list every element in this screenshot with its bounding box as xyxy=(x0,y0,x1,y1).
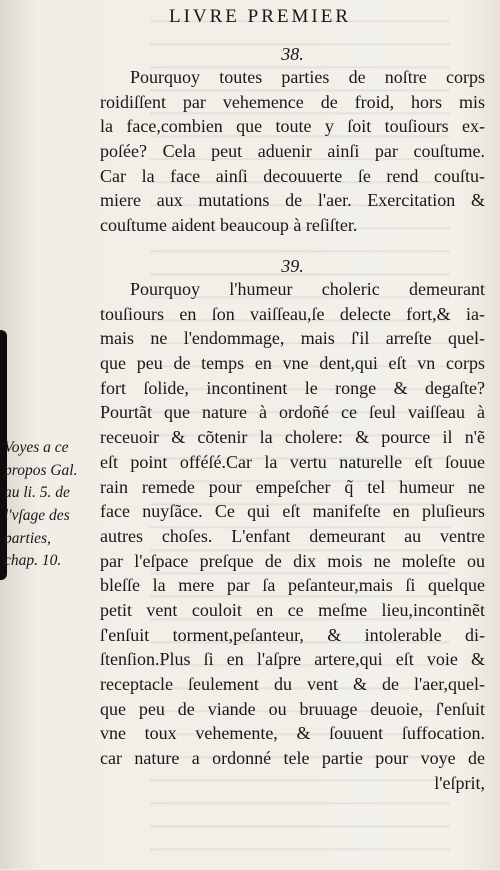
text-line: miere aux mutations de l'aer. Exercitation & xyxy=(100,190,485,211)
text-line: autres choſes. L'enfant demeurant au ventre xyxy=(100,525,485,546)
text-line: bleſſe la mere par ſa peſanteur,mais ſi quelque xyxy=(100,575,485,596)
text-line: que peu de temps en vne dent,qui eſt vn corps xyxy=(100,353,485,374)
section-number: 39. xyxy=(281,256,304,276)
marginal-note-line: chap. 10. xyxy=(4,552,62,570)
text-line: ſtenſion.Plus ſi en l'aſpre artere,qui eſt voie & xyxy=(100,649,485,670)
section-38 xyxy=(100,43,485,238)
text-line: Pourtãt que nature à ordoñé ce ſeul vaiſſeau à xyxy=(100,402,485,423)
text-line: ſ'enſuit torment,peſanteur, & intolerable di- xyxy=(100,624,485,645)
marginal-note-line: parties, xyxy=(4,529,51,547)
section-39 xyxy=(100,255,485,795)
text-line: Pourquoy toutes parties de noſtre corps xyxy=(130,67,485,87)
marginal-note-line: l'vſage des xyxy=(4,507,70,525)
text-line: rain remede pour empeſcher q̃ tel humeur ne xyxy=(100,476,485,497)
catchword: l'eſprit, xyxy=(434,772,485,793)
text-line: touſiours en ſon vaiſſeau,ſe delecte fort,& ia- xyxy=(100,303,485,324)
text-line: eſt point offéſé.Car la vertu naturelle eſt ſouue xyxy=(100,451,485,472)
text-line: Pourquoy l'humeur choleric demeurant xyxy=(130,279,485,299)
marginal-note-line: au li. 5. de xyxy=(4,484,70,502)
text-line: fort ſolide, incontinent le ronge & degaſte? xyxy=(100,377,485,398)
text-line: car nature a ordonné tele partie pour voye de xyxy=(100,748,485,769)
text-line: mais ne l'endommage, mais ſ'il arreſte quel- xyxy=(100,328,485,349)
text-line: receptacle ſeulement du vent & de l'aer,quel- xyxy=(100,674,485,694)
marginal-note xyxy=(4,437,100,573)
running-head: LIVRE PREMIER xyxy=(168,6,352,27)
text-line: par l'eſpace preſque de dix mois ne moleſte ou xyxy=(100,550,485,571)
text-line: que peu de viande ou bruuage deuoie, ſ'enſuit xyxy=(100,698,485,719)
marginal-note-line: propos Gal. xyxy=(4,461,78,479)
text-line: petit vent couloit en ce meſme lieu,incontinẽt xyxy=(100,599,485,620)
text-line: face nuyſãce. Ce qui eſt manifeſte en pluſieurs xyxy=(100,501,485,522)
text-line: roidiſſent par vehemence de froid, hors mis xyxy=(100,91,485,112)
text-line: receuoir & cõtenir la cholere: & pource il n'ẽ xyxy=(100,427,485,448)
text-line: vne toux vehemente, & ſouuent ſuffocation. xyxy=(100,723,485,744)
text-line: Car la face ainſi decouuerte ſe rend couſtu- xyxy=(100,165,485,186)
text-line: poſée? Cela peut aduenir ainſi par couſtume. xyxy=(100,141,485,162)
text-line: couſtume aident beaucoup à reſiſter. xyxy=(100,215,358,236)
text-line: la face,combien que toute y ſoit touſiours ex- xyxy=(100,116,485,137)
marginal-note-line: Voyes a ce xyxy=(4,439,69,456)
section-number: 38. xyxy=(281,44,304,64)
